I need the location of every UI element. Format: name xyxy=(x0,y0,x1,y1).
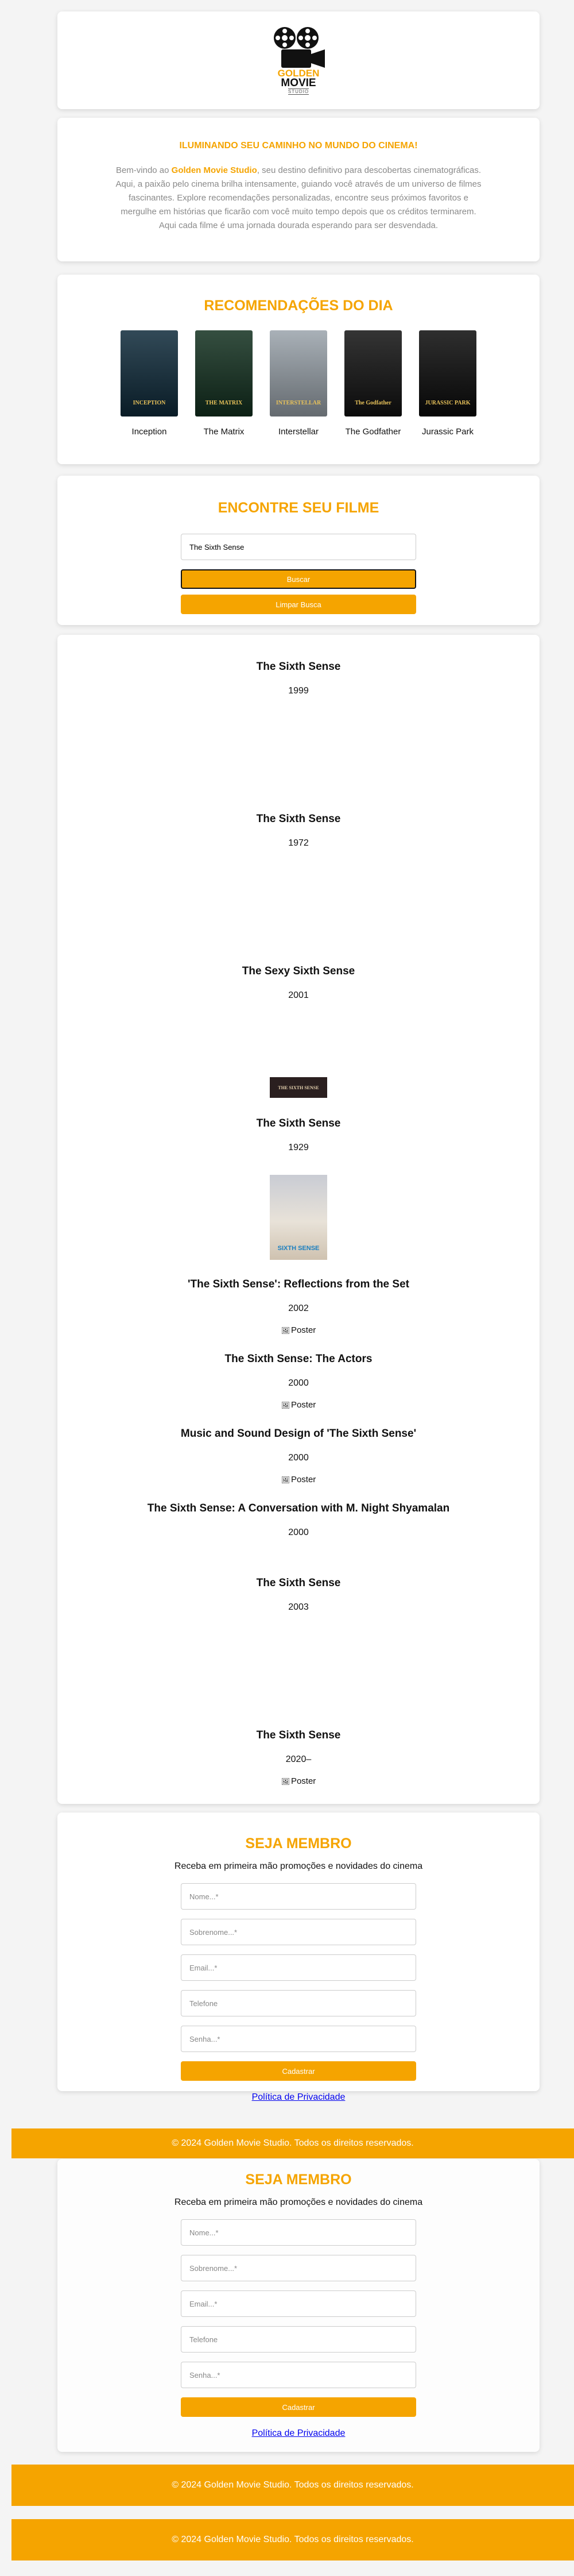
result-year: 2000 xyxy=(288,1453,309,1463)
poster-title-text: THE MATRIX xyxy=(205,400,243,406)
register-button[interactable]: Cadastrar xyxy=(181,2061,416,2081)
password-input[interactable]: Senha...* xyxy=(181,2026,416,2052)
membership-title: SEJA MEMBRO xyxy=(245,1835,352,1852)
broken-poster-image: 🖼 Poster xyxy=(57,1475,540,1484)
search-result-item[interactable] xyxy=(57,661,540,696)
result-year: 1972 xyxy=(288,838,309,848)
logo-text-studio: STUDIO xyxy=(288,88,309,94)
movie-poster[interactable] xyxy=(270,330,327,417)
result-title[interactable]: The Sixth Sense: A Conversation with M. Night Shyamalan xyxy=(147,1502,450,1514)
intro-text xyxy=(115,164,482,233)
broken-poster-image: 🖼 Poster xyxy=(57,1325,540,1335)
thumbnail-caption: SIXTH SENSE xyxy=(277,1245,320,1252)
recommendation-item[interactable] xyxy=(121,330,178,437)
poster-title-text: The Godfather xyxy=(355,400,391,406)
search-input[interactable]: The Sixth Sense xyxy=(181,534,416,560)
movie-poster[interactable] xyxy=(344,330,402,417)
recommendations-title: RECOMENDAÇÕES DO DIA xyxy=(204,298,393,314)
membership-card xyxy=(57,1813,540,2102)
search-result-item[interactable] xyxy=(57,813,540,849)
result-poster-thumbnail[interactable] xyxy=(270,1175,327,1260)
result-year: 2003 xyxy=(288,1602,309,1612)
poster-title-text: JURASSIC PARK xyxy=(425,400,471,406)
result-title[interactable]: The Sixth Sense xyxy=(256,1117,341,1129)
search-result-item[interactable] xyxy=(57,1577,540,1613)
search-result-item[interactable] xyxy=(57,1353,540,1410)
register-button[interactable]: Cadastrar xyxy=(181,2397,416,2417)
membership-form xyxy=(181,1883,416,2081)
result-title[interactable]: The Sixth Sense xyxy=(256,813,341,825)
phone-input[interactable]: Telefone xyxy=(181,2326,416,2353)
recommendations-card xyxy=(57,275,540,464)
search-form xyxy=(181,534,416,614)
result-year: 1999 xyxy=(288,686,309,696)
footer: © 2024 Golden Movie Studio. Todos os direitos reservados. xyxy=(11,2519,574,2560)
movie-poster[interactable] xyxy=(419,330,476,417)
result-title[interactable]: The Sixth Sense xyxy=(256,1577,341,1589)
search-result-item[interactable] xyxy=(57,1729,540,1786)
membership-title: SEJA MEMBRO xyxy=(245,2172,352,2188)
recommendation-item[interactable] xyxy=(195,330,253,437)
search-button[interactable]: Buscar xyxy=(181,569,416,589)
intro-text-end: , seu destino definitivo para descobertas cinematográficas. Aqui, a paixão pelo cinema brilha intensamente, guiando você através de um universo de filmes fascinantes. Explore recomendações personalizadas, encontre seus próximos favoritos e mergulhe em histórias que ficarão com você muito tempo depois que os créditos terminarem. Aqui cada filme é uma jornada dourada esperando para ser desvendada. xyxy=(115,165,482,230)
clear-search-button[interactable]: Limpar Busca xyxy=(181,595,416,614)
password-input[interactable]: Senha...* xyxy=(181,2362,416,2388)
result-year: 2020– xyxy=(285,1754,312,1764)
email-input[interactable]: Email...* xyxy=(181,1954,416,1981)
result-title[interactable]: The Sexy Sixth Sense xyxy=(242,965,355,977)
email-input[interactable]: Email...* xyxy=(181,2290,416,2317)
last-name-input[interactable]: Sobrenome...* xyxy=(181,1919,416,1945)
result-year: 2002 xyxy=(288,1304,309,1313)
intro-heading: ILUMINANDO SEU CAMINHO NO MUNDO DO CINEMA! xyxy=(179,141,418,151)
membership-card-duplicate xyxy=(57,2159,540,2452)
intro-text-start: Bem-vindo ao xyxy=(115,165,172,175)
privacy-policy-link[interactable]: Política de Privacidade xyxy=(251,2092,346,2102)
intro-card xyxy=(57,118,540,261)
poster-title-text: INTERSTELLAR xyxy=(276,400,321,406)
membership-subtitle: Receba em primeira mão promoções e novidades do cinema xyxy=(174,1861,423,1871)
movie-title[interactable]: The Matrix xyxy=(203,427,245,437)
intro-brand: Golden Movie Studio xyxy=(171,165,257,175)
result-year: 2000 xyxy=(288,1528,309,1537)
search-result-item[interactable] xyxy=(57,1502,540,1538)
movie-title[interactable]: Interstellar xyxy=(278,427,319,437)
result-title[interactable]: The Sixth Sense xyxy=(256,1729,341,1741)
recommendation-item[interactable] xyxy=(419,330,476,437)
movie-title[interactable]: Jurassic Park xyxy=(421,427,474,437)
movie-poster[interactable] xyxy=(195,330,253,417)
result-year: 1929 xyxy=(288,1143,309,1152)
footer: © 2024 Golden Movie Studio. Todos os direitos reservados. xyxy=(11,2465,574,2506)
first-name-input[interactable]: Nome...* xyxy=(181,2219,416,2246)
result-thumbnail-strip[interactable] xyxy=(270,1077,327,1098)
privacy-policy-link[interactable]: Política de Privacidade xyxy=(251,2428,346,2438)
recommendations-list xyxy=(57,330,540,437)
result-title[interactable]: Music and Sound Design of 'The Sixth Sense' xyxy=(180,1428,417,1440)
search-result-item[interactable] xyxy=(57,1428,540,1484)
membership-subtitle: Receba em primeira mão promoções e novidades do cinema xyxy=(174,2197,423,2207)
search-result-item[interactable] xyxy=(57,1278,540,1335)
search-result-item[interactable] xyxy=(57,1117,540,1153)
golden-movie-studio-logo[interactable] xyxy=(271,26,326,95)
logo-text-movie: MOVIE xyxy=(281,76,316,89)
poster-title-text: INCEPTION xyxy=(133,400,166,406)
first-name-input[interactable]: Nome...* xyxy=(181,1883,416,1910)
recommendation-item[interactable] xyxy=(270,330,327,437)
last-name-input[interactable]: Sobrenome...* xyxy=(181,2255,416,2281)
result-title[interactable]: The Sixth Sense: The Actors xyxy=(224,1353,373,1365)
film-projector-icon xyxy=(271,26,326,69)
movie-title[interactable]: The Godfather xyxy=(345,427,401,437)
result-year: 2001 xyxy=(288,990,309,1000)
recommendation-item[interactable] xyxy=(344,330,402,437)
search-card xyxy=(57,476,540,625)
search-result-item[interactable] xyxy=(57,965,540,1001)
movie-poster[interactable] xyxy=(121,330,178,417)
strip-caption: THE SIXTH SENSE xyxy=(278,1085,319,1090)
result-title[interactable]: 'The Sixth Sense': Reflections from the Set xyxy=(188,1278,409,1290)
result-year: 2000 xyxy=(288,1378,309,1388)
broken-poster-image: 🖼 Poster xyxy=(57,1400,540,1410)
logo-card xyxy=(57,11,540,109)
membership-form xyxy=(181,2219,416,2417)
footer: © 2024 Golden Movie Studio. Todos os direitos reservados. xyxy=(11,2128,574,2158)
result-title[interactable]: The Sixth Sense xyxy=(256,661,341,673)
search-results-card xyxy=(57,635,540,1804)
movie-title[interactable]: Inception xyxy=(131,427,167,437)
phone-input[interactable]: Telefone xyxy=(181,1990,416,2016)
logo-text-golden: GOLDEN xyxy=(277,67,320,79)
broken-poster-image: 🖼 Poster xyxy=(57,1776,540,1786)
search-title: ENCONTRE SEU FILME xyxy=(218,500,379,516)
